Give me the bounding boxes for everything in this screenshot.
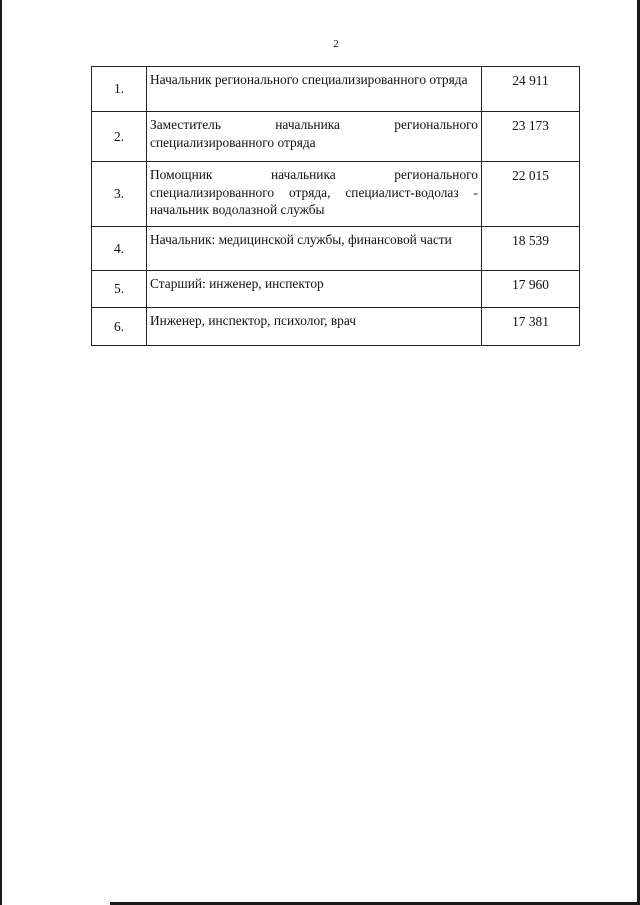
- salary-value: 23 173: [482, 112, 580, 162]
- position-title: Инженер, инспектор, психолог, врач: [147, 308, 482, 346]
- row-number: 6.: [92, 308, 147, 346]
- table-row: [92, 271, 580, 308]
- position-title: Начальник регионального специализированного отряда: [147, 67, 482, 112]
- position-title: Помощник начальника регионального специализированного отряда, специалист-водолаз - начальник водолазной службы: [147, 162, 482, 227]
- row-number: 5.: [92, 271, 147, 308]
- table-row: [92, 162, 580, 227]
- position-title: Старший: инженер, инспектор: [147, 271, 482, 308]
- position-title: Заместитель начальника регионального специализированного отряда: [147, 112, 482, 162]
- salary-value: 18 539: [482, 227, 580, 271]
- page-number: 2: [333, 38, 339, 50]
- table-row: [92, 112, 580, 162]
- salary-value: 24 911: [482, 67, 580, 112]
- salary-table: [91, 66, 580, 346]
- row-number: 3.: [92, 162, 147, 227]
- row-number: 1.: [92, 67, 147, 112]
- salary-value: 17 960: [482, 271, 580, 308]
- table-row: [92, 67, 580, 112]
- row-number: 2.: [92, 112, 147, 162]
- position-title: Начальник: медицинской службы, финансовой части: [147, 227, 482, 271]
- table-row: [92, 308, 580, 346]
- row-number: 4.: [92, 227, 147, 271]
- salary-value: 17 381: [482, 308, 580, 346]
- salary-value: 22 015: [482, 162, 580, 227]
- scan-edge-left: [0, 0, 2, 905]
- table-row: [92, 227, 580, 271]
